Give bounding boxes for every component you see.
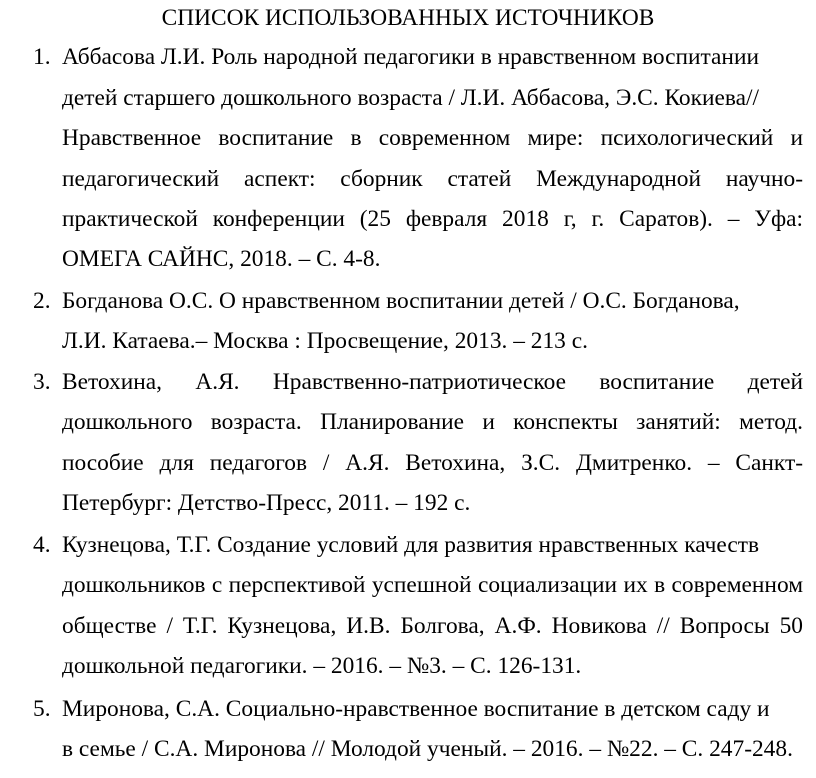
reference-line: ОМЕГА САЙНС, 2018. – С. 4-8. xyxy=(62,246,381,272)
reference-number: 4. xyxy=(33,532,51,558)
reference-line: обществе / Т.Г. Кузнецова, И.В. Болгова, А.Ф. Новикова // Вопросы 50 xyxy=(62,613,803,639)
reference-line: дошкольной педагогики. – 2016. – №3. – С. 126-131. xyxy=(62,653,582,679)
reference-line: Петербург: Детство-Пресс, 2011. – 192 с. xyxy=(62,490,471,516)
reference-number: 3. xyxy=(33,369,51,395)
reference-line: Аббасова Л.И. Роль народной педагогики в нравственном воспитании xyxy=(62,44,759,70)
reference-number: 5. xyxy=(33,696,51,722)
reference-line: дошкольного возраста. Планирование и конспекты занятий: метод. xyxy=(62,409,803,435)
page-title: СПИСОК ИСПОЛЬЗОВАННЫХ ИСТОЧНИКОВ xyxy=(161,5,655,31)
reference-line: Богданова О.С. О нравственном воспитании детей / О.С. Богданова, xyxy=(62,288,740,314)
reference-line: дошкольников с перспективой успешной социализации их в современном xyxy=(62,572,803,598)
reference-line: Нравственное воспитание в современном мире: психологический и xyxy=(62,125,803,151)
reference-line: детей старшего дошкольного возраста / Л.И. Аббасова, Э.С. Кокиева// xyxy=(62,85,759,111)
reference-line: Л.И. Катаева.– Москва : Просвещение, 2013. – 213 с. xyxy=(62,328,588,354)
reference-line: Ветохина, А.Я. Нравственно-патриотическое воспитание детей xyxy=(62,369,803,395)
reference-number: 2. xyxy=(33,288,51,314)
reference-line: Миронова, С.А. Социально-нравственное воспитание в детском саду и xyxy=(62,696,770,722)
reference-line: пособие для педагогов / А.Я. Ветохина, З.С. Дмитренко. – Санкт- xyxy=(62,450,803,476)
reference-line: педагогический аспект: сборник статей Международной научно- xyxy=(62,166,803,192)
reference-line: в семье / С.А. Миронова // Молодой ученый. – 2016. – №22. – С. 247-248. xyxy=(62,736,793,762)
reference-line: практической конференции (25 февраля 2018 г, г. Саратов). – Уфа: xyxy=(62,206,803,232)
reference-number: 1. xyxy=(33,44,51,70)
reference-line: Кузнецова, Т.Г. Создание условий для развития нравственных качеств xyxy=(62,532,760,558)
